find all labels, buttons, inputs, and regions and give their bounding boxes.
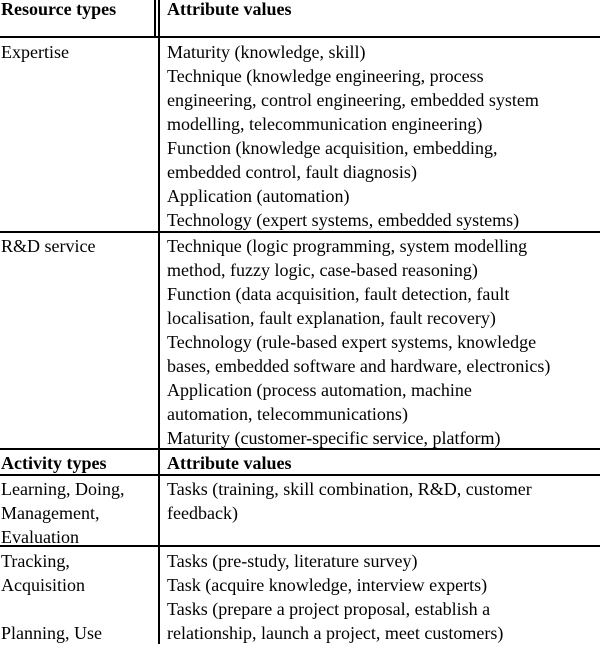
attribute-line: Maturity (knowledge, skill) [167,42,366,62]
attribute-line: Technique (knowledge engineering, process [167,66,484,86]
attribute-line: relationship, launch a project, meet customers) [167,623,504,643]
activity-type-line: Acquisition [1,575,85,595]
attribute-line: Maturity (customer-specific service, platform) [167,428,501,448]
rule-row-divider [0,545,600,547]
activity-type-line: Planning, Use [1,623,102,643]
header-resource-types: Resource types [1,0,117,19]
activity-type-line: Evaluation [1,527,79,547]
attribute-line: Technology (rule-based expert systems, knowledge [167,332,537,352]
attribute-line: method, fuzzy logic, case-based reasoning) [167,260,478,280]
attribute-line: bases, embedded software and hardware, electronics) [167,356,551,376]
rule-under-activity-header [0,474,600,476]
resource-type-label: Expertise [1,42,69,62]
attribute-values-cell [167,234,600,450]
activity-type-line: Management, [1,503,100,523]
resource-type-label: R&D service [1,236,96,256]
header-attribute-values: Attribute values [167,453,292,473]
header-attribute-values: Attribute values [167,0,292,19]
activity-type-line [1,597,156,621]
resource-type-cell [1,40,156,64]
rule-row-divider [0,231,600,233]
activity-type-line: Tracking, [1,551,70,571]
rule-column-divider [158,0,160,644]
header-activity-types: Activity types [1,453,107,473]
attribute-line: Function (knowledge acquisition, embedding, [167,138,498,158]
attribute-line: embedded control, fault diagnosis) [167,162,417,182]
attribute-line: Application (automation) [167,186,350,206]
attribute-line: Function (data acquisition, fault detection, fault [167,284,510,304]
activity-type-cell [1,549,156,645]
attribute-values-cell [167,549,600,645]
rule-section-divider [0,448,600,450]
attribute-line: Tasks (pre-study, literature survey) [167,551,418,571]
attribute-line: modelling, telecommunication engineering) [167,114,483,134]
rule-under-header [0,36,600,38]
attribute-values-cell [167,40,600,232]
rule-header-double-left [154,0,156,37]
attribute-values-cell [167,477,600,525]
attribute-line: Tasks (training, skill combination, R&D, customer [167,479,532,499]
attribute-line: Technology (expert systems, embedded systems) [167,210,520,230]
activity-type-cell [1,477,156,549]
attribute-line: Task (acquire knowledge, interview experts) [167,575,488,595]
attribute-line: feedback) [167,503,238,523]
attribute-line: Application (process automation, machine [167,380,472,400]
resource-type-cell [1,234,156,258]
attribute-line: engineering, control engineering, embedded system [167,90,539,110]
attribute-line: Tasks (prepare a project proposal, establish a [167,599,491,619]
activity-type-line: Learning, Doing, [1,479,125,499]
attribute-line: automation, telecommunications) [167,404,408,424]
attribute-line: localisation, fault explanation, fault recovery) [167,308,496,328]
attribute-line: Technique (logic programming, system modelling [167,236,528,256]
